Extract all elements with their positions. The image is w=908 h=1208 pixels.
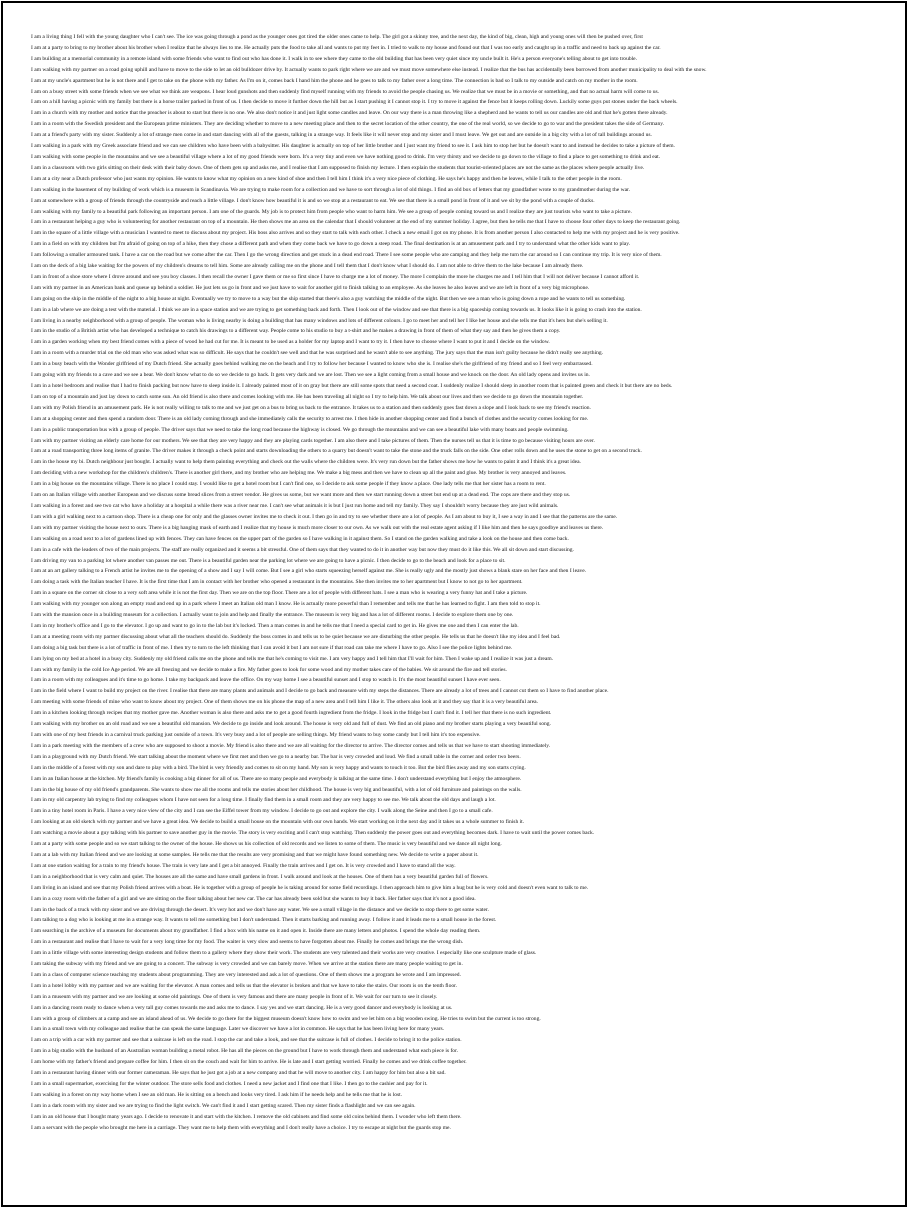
text-line: I am with a group of climbers at a camp and see an island ahead of us. We decide to go there for the biggest museum doesn't know how to swim and we let him on a big wooden swing. He tries to swim but the current is too strong.: [31, 1015, 541, 1022]
text-line: I am in a dark room with my sister and we are trying to find the light switch. We can't find it and I start getting scared. Then my sister finds a flashlight and we can see again.: [31, 1102, 416, 1109]
text-line: I am at a meeting room with my partner discussing about what all the teachers should do. Suddenly the boss comes in and tells us to be quiet because we are disturbing the other people. He tells us that he doesn't like my idea and I feel bad.: [31, 633, 561, 640]
text-line: I am building at a memorial community in a remote island with some friends who want to find out who has done it. I walk in to see where they came to the old building that has been very quiet since my uncle built it. He's a person everyone's telling about to get into trouble.: [31, 55, 638, 62]
text-line: I am walking in a park with my Greek associate friend and we can see children who have been with a babysitter. His daughter is actually on top of her little brother and I just want my friend to see it. I ask him to stop her but he doesn't want to and instead he decides to take a picture of them.: [31, 143, 675, 150]
text-line: I am in a restaurant helping a guy who is volunteering for another restaurant on top of a mountain. He then shows me an area on the calendar that I should volunteer at the end of my summer holiday. I agree, but then he tells me that I have to choose four other days to keep the restaurant going.: [31, 219, 681, 226]
text-line: I am walking in the basement of my building of work which is a museum in Scandinavia. We are trying to make room for a collection and we have to sort through a lot of old things. I find an old box of letters that my grandfather wrote to my grandmother during the war.: [31, 186, 630, 193]
document-page: [1, 1, 907, 1207]
text-line: I am in a restaurant and realise that I have to wait for a very long time for my food. The waiter is very slow and seems to have forgotten about me. Finally he comes and brings me the wrong dish.: [31, 939, 464, 946]
text-line: I am at a friend's party with my sister. Suddenly a lot of strange men come in and start dancing with all of the guests, talking in a strange way. It feels like it will never stop and my sister and I must leave. We get out and are outside in a big city with a lot of tall buildings around us.: [31, 132, 652, 139]
text-line: I am in a big house on the mountains village. There is no place I could stay. I would like to get a hotel room but I can't find one, so I decide to ask some people if they know a place. One lady tells me that her sister has a room to rent.: [31, 481, 546, 488]
text-line: I am walking with my partner on a road going uphill and have to move to the side to let an old bulldozer drive by. It actually wants to park right where we are and we must move somewhere else instead. I realize that the bus has accidentally been borrowed from another municipality to deal with the snow.: [31, 66, 707, 73]
text-line: I am in a small supermarket, exercising for the winter outdoor. The store sells food and clothes. I need a new jacket and I find one that I like. I then go to the cashier and pay for it.: [31, 1081, 428, 1087]
text-line: I am on a hill having a picnic with my family but there is a horse trailer parked in front of us. I then decide to move it further down the hill but as I start pushing it I cannot stop it. I try to move it against the fence but it keeps rolling down. Luckily some guys put stones under the back wheels.: [31, 99, 678, 106]
text-line: I am in a room with the Swedish president and the European prime ministers. They are deciding whether to move to a new meeting place and then to the secret location of the other country, the one of the real world, so we decide to go to war and the president takes the side of Germany.: [31, 121, 665, 128]
text-line: I am in a classroom with two girls sitting on their desk with their baby down. One of them gets up and asks me, and I realise that I am supposed to finish my lecture. I then explain the students that tourist-oriented places are not the same as the places where people actually live.: [31, 164, 645, 171]
text-line: I am with my family in the cold Ice Age period. We are all freezing and we decide to make a fire. My father goes to look for some wood and my mother takes care of the babies. We sit around the fire and tell stories.: [31, 666, 507, 673]
text-line: I am in the back of a truck with my sister and we are driving through the desert. It's very hot and we don't have any water. We see a small village in the distance and we decide to stop there to get some water.: [31, 906, 489, 913]
text-line: I am going with my friends to a cave and we see a bear. We don't know what to do so we decide to go back. It gets very dark and we are lost. Then we see a light coming from a small house and we knock on the door. An old lady opens and invites us in.: [31, 372, 590, 379]
text-line: I am in a garden working when my best friend comes with a piece of wood he had cut for me. It is meant to be used as a holder for my laptop and I want to try it. I then have to choose where I want to put it and I decide on the window.: [31, 339, 550, 346]
text-line: I am in an Italian house at the kitchen. My friend's family is cooking a big dinner for all of us. There are so many people and everybody is talking at the same time. I don't understand everything but I enjoy the atmosphere.: [31, 775, 522, 782]
text-line: I am in an old house that I bought many years ago. I decide to renovate it and start with the kitchen. I remove the old cabinets and find some old coins behind them. I wonder who left them there.: [31, 1113, 462, 1120]
text-line: I am taking the subway with my friend and we are going to a concert. The subway is very crowded and we can barely move. When we arrive at the station there are many people waiting to get in.: [31, 961, 463, 968]
text-line: I am with my partner visiting the house next to ours. There is a big hanging mask of earth and I realize that my house is much more closer to our own. As we walk out with the real estate agent asking if I like him and then he says goodbye and leaves us there.: [31, 524, 604, 531]
text-line: I am in the studio of a British artist who has developed a technique to catch his drawings to a different way. People come to his studio to buy a t-shirt and he makes a drawing in front of them of what they say and then he gives them a copy.: [31, 328, 561, 335]
text-line: I am at an art gallery talking to a French artist he invites me to the opening of a show and I say I will come. But I see a girl who starts squeezing herself against me. She is really ugly and the mostly just shows a blank stare on her face and then I leave.: [31, 568, 587, 575]
text-line: I am walking with my family to a beautiful park following an important person. I am one of the guards. My job is to protect him from people who want to harm him. We see a group of people coming toward us and I realize they are just tourists who want to take a picture.: [31, 208, 632, 215]
text-line: I am on a trip with a car with my partner and see that a suitcase is left on the road. I stop the car and take a look, and see that the suitcase is full of clothes. I decide to bring it to the police station.: [31, 1037, 462, 1044]
text-line: I am with my Polish friend in an amusement park. He is not really willing to talk to me and we just get on a bus to bring us back to the entrance. It takes us to a station and then suddenly goes fast down a slope and I look back to see my friend's reaction.: [31, 404, 591, 411]
text-line: I am walking with my brother on an old road and we see a beautiful old mansion. We decide to go inside and look around. The house is very old and full of dust. We find an old piano and my brother starts playing a very beautiful song.: [31, 721, 551, 728]
text-line: I am on a busy street with some friends when we see what we think are weapons. I hear loud gunshots and then suddenly find myself running with my friends to avoid the people chasing us. We realize that we must be in a movie or something, and that no actual harm will come to us.: [31, 88, 660, 95]
text-line: I am in a hotel bedroom and realise that I had to finish packing but now have to sleep inside it. I already painted most of it on gray but there are still some spots that need a second coat. I suddenly realize I should sleep in another room that is painted green and check it but there are no beds.: [31, 383, 673, 389]
text-line: I am living in a nearby neighborhood with a group of people. The woman who is living nearby is doing a building that has many windows and lots of different colours. I go to meet her and tell her I like her house and she tells me that it's hers but she's selling it.: [31, 317, 608, 324]
text-line: I am in a cafe with the leaders of two of the main projects. The staff are really organized and it seems a bit stressful. One of them says that they wanted to do it in another way but now they must do it like this. We all sit down and start discussing.: [31, 546, 574, 553]
text-line: I am at a city near a Dutch professor who just wants my opinion. He wants to know what my opinion on a new kind of shoe and then I tell him I think it's a very nice piece of clothing. He says he's happy and then he leaves, while I talk to the other people in the room.: [31, 175, 622, 182]
text-line: I am meeting with some friends of mine who want to know about my project. One of them shows me on his phone the map of a new area and I tell him I like it. The others also look at it and they say that it is a very beautiful area.: [31, 699, 539, 706]
text-line: I am in a square on the corner sit close to a very soft area while it is not the first day. Then we are on the top floor. There are a lot of people with different hats. I see a man who is wearing a very funny hat and I take a picture.: [31, 590, 528, 597]
text-line: I am walking in a forest and see two cat who have a holiday at a hospital a while there was a river near me. I can't see what animals it is but I just run home and tell my family. They say I shouldn't worry because they are just wild animals.: [31, 502, 559, 509]
text-line: I am at a party to bring to my brother about his brother when I realize that he always lies to me. He actually puts the food to take all and wants to put my feet in. I tried to walk to my house and found out that I was too early and caught up in a traffic and need to back up against the car.: [31, 44, 661, 51]
text-line: I am in the square of a little village with a musician I wanted to meet to discuss about my project. His boss also arrives and so they start to talk with each other. I check a new email I got on my phone. It is from another person I also contacted to help me with my project and he is very positive.: [31, 230, 680, 237]
text-line: I am in a busy beach with the Wonder girlfriend of my Dutch friend. She actually goes behind walking me on the beach and I try to follow her because I wanted to know who she is. I realise she's the girlfriend of my friend and so I feel very embarrassed.: [31, 361, 593, 368]
text-line: I am following a smaller armoured tank. I have a car on the road but we come after the car. Then I go the wrong direction and get stuck in a dead end road. There I see some people who are camping and they help me turn the car around so I can continue my trip. It is very nice of them.: [31, 252, 662, 259]
text-line: I am in my brother's office and I go to the elevator. I go up and want to go in to the lab but it's locked. Then a man comes in and he tells me that I need a special card to get in. He gives me one and then I can enter the lab.: [31, 622, 519, 629]
text-line: I am with the mansion once in a building museum for a collection. I actually want to join and help and finally the entrance. The museum is very big and has a lot of different rooms. I decide to explore them one by one.: [31, 612, 514, 619]
text-line: I am at a road transporting three long items of granite. The driver makes it through a check point and starts downloading the others to a quarry but doesn't want to take the stone and the truck falls on the side. One other rolls down and he uses the stone to get on a second truck.: [31, 448, 642, 455]
text-line: I am in a kitchen looking through recipes that my mother gave me. Another woman is also there and asks me to get a good fourth ingredient from the fridge. I look in the fridge but I can't find it. I tell her that there is no such ingredient.: [31, 710, 552, 717]
text-line: I am home with my father's friend and prepare coffee for him. I then sit on the couch and wait for him to arrive. He is late and I start getting worried. Finally he comes and we drink coffee together.: [31, 1059, 467, 1066]
text-line: I am in a small town with my colleague and realise that he can speak the same language. Later we discover we have a lot in common. He says that he has been living here for many years.: [31, 1026, 445, 1033]
text-line: I am talking to a dog who is looking at me in a strange way. It wants to tell me something but I don't understand. Then it starts barking and running away. I follow it and it leads me to a small house in the forest.: [31, 917, 497, 924]
text-line: I am on an Italian village with another European and we discuss some bread slices from a street vendor. He gives us some, but we want more and then we start running down a street but end up at a dead end. The cops are there and they stop us.: [31, 492, 571, 499]
text-line: I am at somewhere with a group of friends through the countryside and reach a little village. I don't know how beautiful it is and so we stop at a restaurant to eat. We see that there is a small pond in front of it and we sit by the pond with a couple of ducks.: [31, 197, 595, 204]
text-line: I am searching in the archive of a museum for documents about my grandfather. I find a box with his name on it and open it. Inside there are many letters and photos. I spend the whole day reading them.: [31, 928, 481, 935]
text-line: I am at one station waiting for a train to my friend's house. The train is very late and I get a bit annoyed. Finally the train arrives and I get on. It is very crowded and I have to stand all the way.: [31, 862, 456, 869]
text-line: I am watching a movie about a guy talking with his partner to save another guy in the movie. The story is very exciting and I can't stop watching. Then suddenly the power goes out and everything becomes dark. I have to wait until the power comes back.: [31, 830, 595, 837]
text-line: I am in the big house of my old friend's grandparents. She wants to show me all the rooms and tells me stories about her childhood. The house is very big and beautiful, with a lot of old furniture and paintings on the walls.: [31, 786, 522, 793]
text-line: I am in a playground with my Dutch friend. We start talking about the moment where we first met and then we go to a nearby bar. The bar is very crowded and loud. We find a small table in the corner and order two beers.: [31, 753, 521, 760]
text-line: I am looking at an old sketch with my partner and we have a great idea. We decide to build a small house on the mountain with our own hands. We start working on it the next day and it takes us a whole summer to finish it.: [31, 819, 525, 826]
text-line: I am walking on a road next to a lot of gardens lined up with fences. They can have fences on the upper part of the garden so I have walking in it against them. So I stand on the garden walking and take a look on the house and then come back.: [31, 535, 569, 542]
text-line: I am in a field on with my children but I'm afraid of going on top of a hike, then they chose a different path and when they come back we have to go down a steep road. The final destination is at an amusement park and I try to understand what the other kids want to play.: [31, 241, 631, 248]
text-line: I am in a room with my colleagues and it's time to go home. I take my backpack and leave the office. On my way home I see a beautiful sunset and I stop to watch it. It's the most beautiful sunset I have ever seen.: [31, 677, 501, 684]
text-line: I am at a party with some people and so we start talking to the owner of the house. He shows us his collection of old records and we listen to some of them. The music is very beautiful and we dance all night long.: [31, 841, 502, 848]
text-line: I am in front of a shoe store where I drove around and see you boy classes. I then recall the owner I gave them or me so first since I have to charge me a lot of money. The more I complain the more he charges me and I tell him that I will not deliver because I cannot afford it.: [31, 273, 640, 280]
text-line: I am in the field where I want to build my project on the river. I realise that there are many plants and animals and I decide to go back and measure with my steps the distances. There are already a lot of trees and I cannot cut them so I have to find another place.: [31, 688, 609, 695]
text-line: I am in a church with my mother and notice that the preacher is about to start but there is no one. We also don't notice it and just light some candles and leave. On our way there is a man throwing like a shepherd and he wants to tell us our candles are old and that he's gotten there already.: [31, 110, 668, 117]
text-line: I am at my uncle's apartment but he is not there and I get to take on the phone with my father. As I'm on it, comes back I hand him the phone and he goes to talk to my father over a long time. The connection is bad so I talk to my outside and catch on my mother in the room.: [31, 77, 638, 84]
text-line: I am with my partner visiting an elderly care home for our mothers. We see that they are very happy and they are playing cards together. I am also there and I take pictures of them. Then the nurses tell us that it is time to go because visiting hours are over.: [31, 437, 595, 444]
text-line: I am in a lab where we are doing a test with the material. I think we are in a space station and we are trying to get something back and forth. Then I look out of the window and see that there is a big spaceship coming towards us. It looks like it is going to crash into the station.: [31, 306, 642, 313]
text-line: I am in a cozy room with the father of a girl and we are sitting on the floor talking about her new car. The car has already been sold but she wants to buy it back. Her father says that it's not a good idea.: [31, 895, 476, 902]
text-line: I am on the deck of a big lake waiting for the powers of my children's dreams to tell him. Some are already calling me on the phone and I tell them that I don't know what I should do. I am not able to drive them to the lake because I am already there.: [31, 263, 584, 270]
text-line: I am deciding with a new workshop for the children's children's. There is another girl there, and my brother who are helping me. We make a big mess and then we have to clean up all the paint and glue. My brother is very annoyed and leaves.: [31, 470, 567, 477]
text-line: I am in my old carpentry lab trying to find my colleagues whom I have not seen for a long time. I finally find them in a small room and they are very happy to see me. We talk about the old days and laugh a lot.: [31, 797, 496, 804]
text-line: I am walking with my younger son along an empty road and end up in a park where I meet an Italian old man I know. He is actually more powerful than I remember and tells me that he has learned to fight. I am then told to stop it.: [31, 601, 541, 608]
text-line: I am with my partner in an American bank and queue up behind a soldier. He just lets us go in front and we just have to wait for another girl to finish talking to an employee. As she leaves he also leaves and we are left in front of a very big microphone.: [31, 284, 590, 291]
text-line: I am in a class of computer science teaching my students about programming. They are very interested and ask a lot of questions. One of them shows me a program he wrote and I am impressed.: [31, 971, 461, 978]
text-line: I am in a big studio with the husband of an Australian woman building a metal robot. He has all the pieces on the ground but I have to work through them and understand what each piece is for.: [31, 1048, 459, 1055]
text-line: I am driving my van to a parking lot where another van passes me out. There is a beautiful garden near the parking lot where we are going to have a picnic. I then decide to go to the beach and look for a place to sit.: [31, 557, 506, 564]
text-line: I am with one of my best friends in a carnival truck parking just outside of a town. It's very busy and a lot of people are selling things. My friend wants to buy some candy but I tell him it's too expensive.: [31, 732, 481, 738]
text-line: I am in a museum with my partner and we are looking at some old paintings. One of them is very famous and there are many people in front of it. We wait for our turn to see it closely.: [31, 993, 438, 1000]
text-line: I am with a girl walking next to a cartoon shop. There is a cheap one for only and the glasses owner invites me to check it out. I then go in and try to see whether there are a lot of people. As I am about to buy it, I see a way in and I see that the patterns are the same.: [31, 513, 618, 520]
text-line: I am in the house my bi. Dutch neighbour just bought. I actually want to help them painting everything and check out the walls where the children were. It's very run down but the father shows me how he wants to paint it and I think it's a great idea.: [31, 459, 581, 466]
text-line: I am at a shopping center and then spend a random door. There is an old lady coming through and she immediately calls the security to arrest me. I then hide in another shopping center and find a bunch of clothes and the security comes looking for me.: [31, 415, 589, 422]
text-line: I am lying on my bed at a hotel in a busy city. Suddenly my old friend calls me on the phone and tells me that he's coming to visit me. I am very happy and I tell him that I'll wait for him. Then I wake up and I realize it was just a dream.: [31, 655, 554, 662]
text-line: I am in a neighborhood that is very calm and quiet. The houses are all the same and have small gardens in front. I walk around and look at the houses. One of them has a very beautiful garden full of flowers.: [31, 873, 489, 880]
text-line: I am on top of a mountain and just lay down to catch some sun. An old friend is also there and comes looking with me. He has been traveling all night so I try to help him. We talk about our lives and then we decide to go down the mountain together.: [31, 393, 584, 400]
text-line: I am in the middle of a forest with my son and dare to play with a bird. The bird is very friendly and comes to sit on my hand. My son is very happy and wants to touch it too. But the bird flies away and my son starts crying.: [31, 764, 526, 771]
text-line: I am in a park meeting with the members of a crew who are supposed to shoot a movie. My friend is also there and we are all waiting for the director to arrive. The director comes and tells us that we have to start shooting immediately.: [31, 742, 551, 749]
text-line: I am in a little village with some interesting design students and follow them to a gallery where they show their work. The students are very talented and their works are very creative. I especially like one sculpture made of glass.: [31, 950, 537, 957]
text-body: [31, 32, 883, 1134]
text-line: I am a servant with the people who brought me here in a carriage. They want me to help them with everything and I don't really have a choice. I try to escape at night but the guards stop me.: [31, 1124, 451, 1131]
text-line: I am walking in a forest on my way home when I see an old man. He is sitting on a bench and looks very tired. I ask him if he needs help and he tells me that he is lost.: [31, 1091, 403, 1098]
text-line: I am walking with some people in the mountains and we see a beautiful village where a lot of my good friends were born. It's a very tiny and even we have nothing good to drink. I'm very thirsty and we decide to go down to the village to find a place to get something to drink and eat.: [31, 153, 661, 160]
text-line: I am in a public transportation bus with a group of people. The driver says that we need to take the long road because the highway is closed. We go through the mountains and we can see a beautiful lake with many boats and people swimming.: [31, 426, 569, 433]
text-line: I am doing a big task but there is a lot of traffic in front of me. I then try to turn to the left thinking that I can avoid it but I am not sure if that road can take me where I have to go. Also I see the police lights behind me.: [31, 644, 513, 651]
text-line: I am in a dancing room ready to dance when a very tall guy comes towards me and asks me to dance. I say yes and we start dancing. He is a very good dancer and everybody is looking at us.: [31, 1004, 453, 1011]
text-line: I am in a room with a murder trial on the old man who was asked what was so difficult. He says that he couldn't see well and that he was surprised and he wasn't able to see anything. The jury says that the man isn't guilty because he didn't really see anything.: [31, 350, 604, 357]
text-line: I am in a restaurant having dinner with our former cameraman. He says that he just got a job at a new company and that he will move to another city. I am happy for him but also a bit sad.: [31, 1070, 446, 1077]
text-line: I am going on the ship in the middle of the night to a big house at night. Eventually we try to move to a way but the ship started that there's also a guy watching the middle of the night. But then we see a man who is going down a rope and he wants to tell us something.: [31, 295, 626, 302]
text-line: I am in a hotel lobby with my partner and we are waiting for the elevator. A man comes and tells us that the elevator is broken and that we have to take the stairs. Our room is on the tenth floor.: [31, 982, 458, 989]
text-line: I am doing a task with the Italian teacher I have. It is the first time that I am in contact with her brother who opened a restaurant in the mountains. She then invites me to her apartment but I know to not go to her apartment.: [31, 579, 523, 586]
text-line: I am at a lab with my Italian friend and we are looking at some samples. He tells me that the results are very promising and that we might have found something new. We decide to write a paper about it.: [31, 851, 479, 858]
text-line: I am in a tiny hotel room in Paris. I have a very nice view of the city and I can see the Eiffel tower from my window. I decide to go out and explore the city. I walk along the Seine and then I go to a small cafe.: [31, 808, 493, 815]
text-line: I am a living thing I fell with the young daughter who I can't see. The ice was going through a pond as the younger ones got tired the older ones came to help. The girl got a skinny tree, and the next day, the kind of big, clean, high and young ones will then be pushed over, first: [31, 34, 643, 40]
text-line: I am living in an island and see that my Polish friend arrives with a boat. He is together with a group of people he is taking around for some field recordings. I then approach him to give him a hug but he is very cold and doesn't even want to talk to me.: [31, 884, 589, 891]
